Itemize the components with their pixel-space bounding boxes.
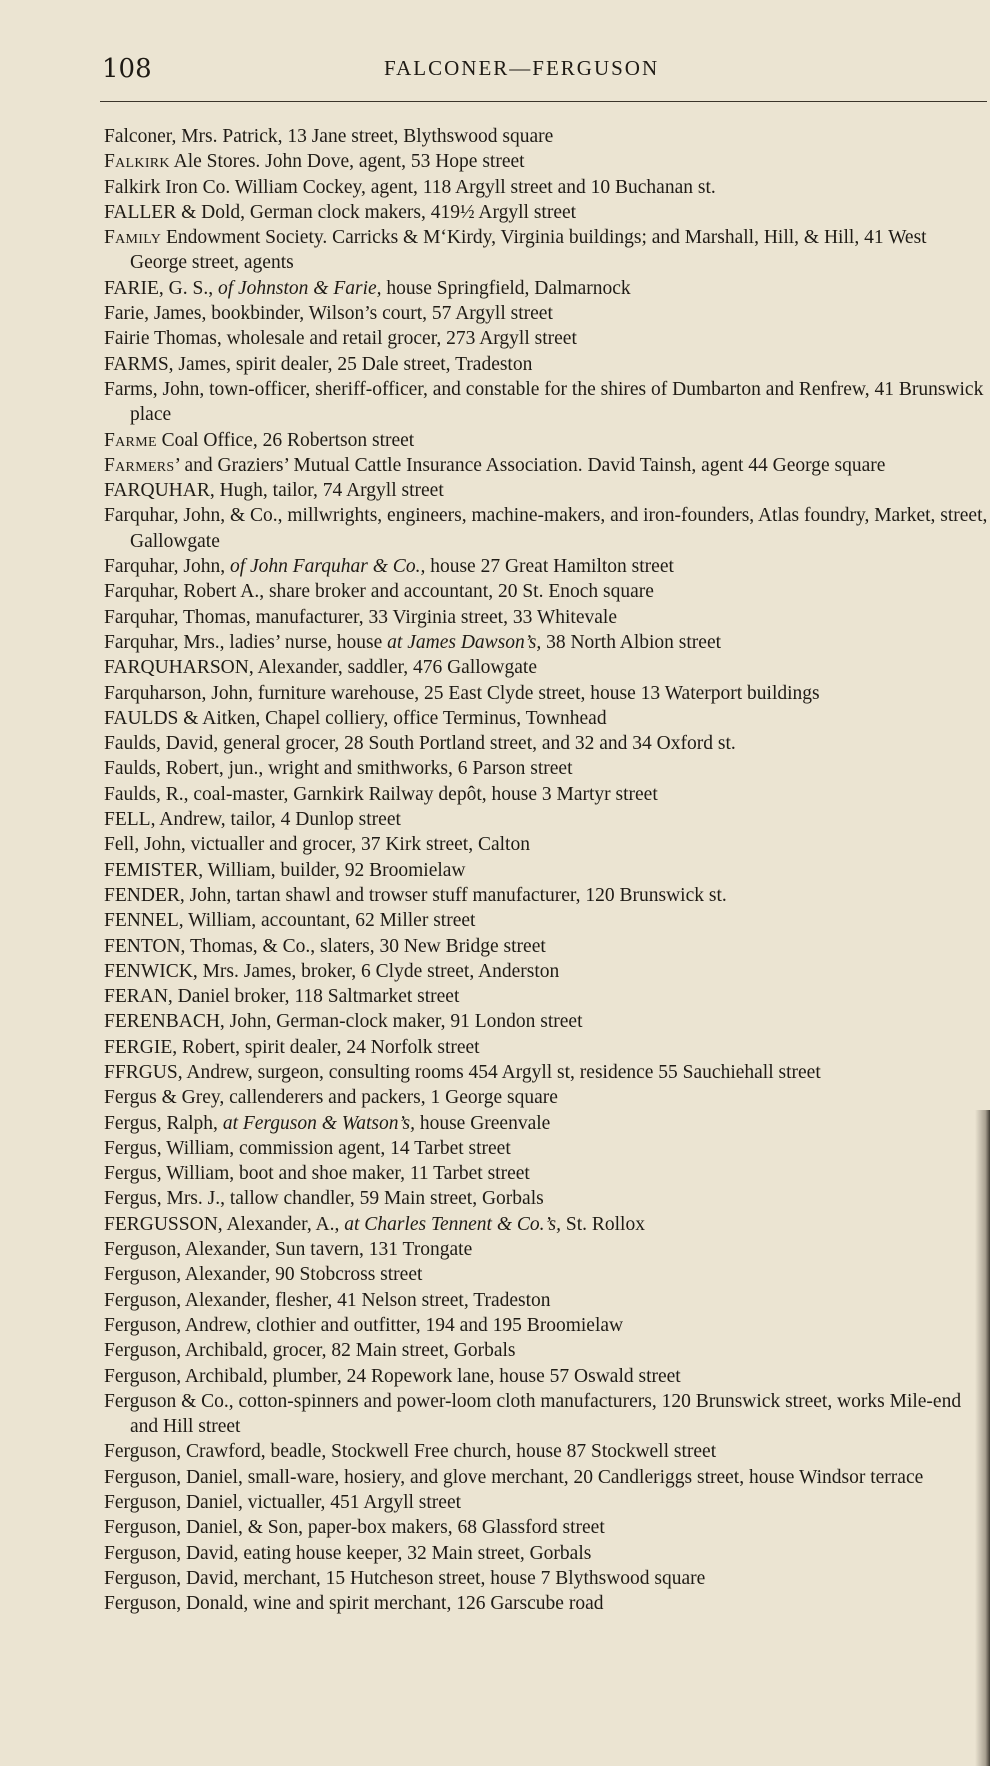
page-header: [92, 48, 987, 88]
directory-entry: [104, 630, 988, 655]
page-edge-shadow: [975, 1110, 990, 1766]
directory-entry: [104, 1212, 988, 1237]
entry-text: FERGUSSON, Alexander, A.,: [104, 1213, 345, 1235]
directory-entry: [104, 1566, 988, 1591]
entry-text: Ferguson, Alexander, 90 Stobcross street: [104, 1264, 423, 1286]
directory-entry: [104, 655, 988, 680]
entry-smallcaps-text: Falkirk: [104, 151, 170, 173]
directory-entry: [104, 731, 988, 756]
directory-entry: [104, 1262, 988, 1287]
entry-italic-text: of John Farquhar & Co.,: [229, 556, 426, 578]
entry-text: 38 North Albion street: [541, 631, 722, 653]
directory-entry: [104, 1085, 988, 1110]
directory-entry: [104, 832, 988, 857]
directory-entry: [104, 276, 988, 301]
directory-entry: [104, 124, 988, 149]
entry-text: Ferguson, David, merchant, 15 Hutcheson street, house 7 Blythswood square: [104, 1567, 706, 1589]
directory-entry: [104, 200, 988, 225]
directory-entry: [104, 1161, 988, 1186]
entry-smallcaps-text: Family: [104, 227, 162, 249]
entry-text: Farie, James, bookbinder, Wilson’s court, 57 Argyll street: [104, 303, 553, 325]
entry-text: Ferguson, Andrew, clothier and outfitter, 194 and 195 Broomielaw: [104, 1314, 624, 1336]
directory-entry: [104, 1439, 988, 1464]
header-rule: [100, 101, 987, 102]
entry-text: FEMISTER, William, builder, 92 Broomielaw: [104, 859, 466, 881]
entry-text: Ferguson, Crawford, beadle, Stockwell Free church, house 87 Stockwell street: [104, 1441, 717, 1463]
entry-text: Ferguson, Daniel, & Son, paper-box makers, 68 Glassford street: [104, 1517, 605, 1539]
directory-entry: [104, 1288, 988, 1313]
entry-text: Ferguson, Daniel, victualler, 451 Argyll street: [104, 1492, 462, 1514]
entry-text: house Springfield, Dalmarnock: [381, 277, 631, 299]
directory-entry: [104, 428, 988, 453]
directory-entry: [104, 782, 988, 807]
page-number: 108: [102, 54, 152, 84]
directory-entry: [104, 352, 988, 377]
directory-entry: [104, 1591, 988, 1616]
directory-entry: [104, 579, 988, 604]
entry-text: Ferguson, Alexander, Sun tavern, 131 Trongate: [104, 1239, 473, 1261]
directory-entry: [104, 1313, 988, 1338]
entry-text: Ferguson, Archibald, grocer, 82 Main street, Gorbals: [104, 1340, 516, 1362]
entry-text: house Greenvale: [414, 1112, 551, 1134]
entry-text: Fergus, Ralph,: [104, 1112, 223, 1134]
entry-text: FERGIE, Robert, spirit dealer, 24 Norfolk street: [104, 1036, 480, 1058]
directory-entry: [104, 984, 988, 1009]
entry-text: FARMS, James, spirit dealer, 25 Dale street, Tradeston: [104, 353, 533, 375]
entry-text: Fergus, William, boot and shoe maker, 11 Tarbet street: [104, 1163, 530, 1185]
entry-text: FALLER & Dold, German clock makers, 419½ Argyll street: [104, 201, 577, 223]
entry-text: Farquharson, John, furniture warehouse, 25 East Clyde street, house 13 Waterport buildings: [104, 682, 820, 704]
directory-entry: [104, 959, 988, 984]
directory-entry: [104, 908, 988, 933]
entry-text: Farquhar, John,: [104, 556, 230, 578]
scan-margin: [990, 0, 1000, 1766]
entry-text: FERENBACH, John, German-clock maker, 91 London street: [104, 1011, 583, 1033]
entry-text: FARQUHAR, Hugh, tailor, 74 Argyll street: [104, 480, 444, 502]
entry-italic-text: at Charles Tennent & Co.’s,: [344, 1213, 561, 1235]
directory-entry: [104, 225, 988, 276]
directory-entry: [104, 1111, 988, 1136]
entry-text: Falkirk Iron Co. William Cockey, agent, 118 Argyll street and 10 Buchanan st.: [104, 176, 716, 198]
directory-entry: [104, 1237, 988, 1262]
entry-text: Farms, John, town-officer, sheriff-officer, and constable for the shires of Dumbarton and Renfrew, 41 Brunswick place: [104, 378, 984, 426]
entry-smallcaps-text: Farmers: [104, 454, 175, 476]
directory-entry: [104, 1136, 988, 1161]
entry-text: Fergus, William, commission agent, 14 Tarbet street: [104, 1137, 511, 1159]
entry-text: Farquhar, Thomas, manufacturer, 33 Virginia street, 33 Whitevale: [104, 606, 617, 628]
directory-entry: [104, 756, 988, 781]
directory-entry: [104, 807, 988, 832]
directory-entry: [104, 1465, 988, 1490]
entry-text: Ferguson, Donald, wine and spirit merchant, 126 Garscube road: [104, 1593, 604, 1615]
entry-text: Fairie Thomas, wholesale and retail grocer, 273 Argyll street: [104, 328, 577, 350]
directory-entry: [104, 453, 988, 478]
entry-text: FENDER, John, tartan shawl and trowser stuff manufacturer, 120 Brunswick st.: [104, 884, 727, 906]
directory-entry: [104, 1035, 988, 1060]
directory-entry: [104, 706, 988, 731]
entry-text: Ale Stores. John Dove, agent, 53 Hope street: [169, 151, 525, 173]
entry-text: Coal Office, 26 Robertson street: [156, 429, 415, 451]
directory-entry: [104, 883, 988, 908]
directory-entry: [104, 1490, 988, 1515]
entry-smallcaps-text: Farme: [104, 429, 157, 451]
entry-text: FENWICK, Mrs. James, broker, 6 Clyde street, Anderston: [104, 960, 560, 982]
entry-text: FFRGUS, Andrew, surgeon, consulting rooms 454 Argyll st, residence 55 Sauchiehall street: [104, 1061, 821, 1083]
directory-entries: [104, 124, 988, 1617]
directory-entry: [104, 1060, 988, 1085]
entry-text: St. Rollox: [560, 1213, 645, 1235]
directory-entry: [104, 605, 988, 630]
entry-text: Fergus & Grey, callenderers and packers, 1 George square: [104, 1087, 558, 1109]
entry-text: Ferguson, Daniel, small-ware, hosiery, and glove merchant, 20 Candleriggs street, house Windsor terrace: [104, 1466, 924, 1488]
entry-text: Ferguson, Alexander, flesher, 41 Nelson street, Tradeston: [104, 1289, 551, 1311]
entry-text: Faulds, Robert, jun., wright and smithworks, 6 Parson street: [104, 758, 573, 780]
directory-entry: [104, 503, 988, 554]
directory-entry: [104, 478, 988, 503]
entry-italic-text: of Johnston & Farie,: [217, 277, 382, 299]
entry-text: FARQUHARSON, Alexander, saddler, 476 Gallowgate: [104, 657, 537, 679]
entry-text: Ferguson, Archibald, plumber, 24 Ropework lane, house 57 Oswald street: [104, 1365, 681, 1387]
entry-text: Endowment Society. Carricks & M‘Kirdy, Virginia buildings; and Marshall, Hill, & Hill, 41 West George street, agents: [130, 227, 927, 274]
entry-text: Farquhar, Mrs., ladies’ nurse, house: [104, 631, 388, 653]
entry-text: FERAN, Daniel broker, 118 Saltmarket street: [104, 986, 460, 1008]
directory-entry: [104, 554, 988, 579]
entry-text: FAULDS & Aitken, Chapel colliery, office Terminus, Townhead: [104, 707, 607, 729]
entry-text: Fergus, Mrs. J., tallow chandler, 59 Main street, Gorbals: [104, 1188, 544, 1210]
directory-entry: [104, 1541, 988, 1566]
entry-text: Falconer, Mrs. Patrick, 13 Jane street, Blythswood square: [104, 126, 554, 147]
entry-text: FENNEL, William, accountant, 62 Miller street: [104, 910, 476, 932]
directory-entry: [104, 1009, 988, 1034]
entry-text: ’ and Graziers’ Mutual Cattle Insurance Association. David Tainsh, agent 44 George square: [174, 454, 886, 476]
directory-entry: [104, 1389, 988, 1440]
directory-entry: [104, 377, 988, 428]
entry-text: Ferguson, David, eating house keeper, 32 Main street, Gorbals: [104, 1542, 592, 1564]
entry-italic-text: at James Dawson’s,: [387, 631, 542, 653]
directory-entry: [104, 1515, 988, 1540]
entry-text: Farquhar, John, & Co., millwrights, engineers, machine-makers, and iron-founders, Atlas foundry, Market, street, Gallowgate: [104, 505, 988, 552]
entry-text: Ferguson & Co., cotton-spinners and power-loom cloth manufacturers, 120 Brunswick street, works Mile-end and Hill street: [104, 1390, 962, 1438]
directory-entry: [104, 1338, 988, 1363]
directory-entry: [104, 1186, 988, 1211]
entry-text: FARIE, G. S.,: [104, 277, 218, 299]
directory-entry: [104, 326, 988, 351]
directory-entry: [104, 681, 988, 706]
entry-text: Farquhar, Robert A., share broker and accountant, 20 St. Enoch square: [104, 581, 654, 603]
directory-entry: [104, 149, 988, 174]
entry-text: FENTON, Thomas, & Co., slaters, 30 New Bridge street: [104, 935, 546, 957]
directory-entry: [104, 1364, 988, 1389]
entry-text: Faulds, R., coal-master, Garnkirk Railway depôt, house 3 Martyr street: [104, 783, 658, 805]
directory-entry: [104, 175, 988, 200]
directory-entry: [104, 858, 988, 883]
entry-italic-text: at Ferguson & Watson’s,: [222, 1112, 415, 1134]
entry-text: Faulds, David, general grocer, 28 South Portland street, and 32 and 34 Oxford st.: [104, 733, 736, 755]
entry-text: house 27 Great Hamilton street: [425, 556, 674, 578]
entry-text: FELL, Andrew, tailor, 4 Dunlop street: [104, 809, 401, 831]
entry-text: Fell, John, victualler and grocer, 37 Kirk street, Calton: [104, 834, 530, 856]
directory-entry: [104, 934, 988, 959]
directory-entry: [104, 301, 988, 326]
running-head: FALCONER—FERGUSON: [384, 56, 660, 80]
